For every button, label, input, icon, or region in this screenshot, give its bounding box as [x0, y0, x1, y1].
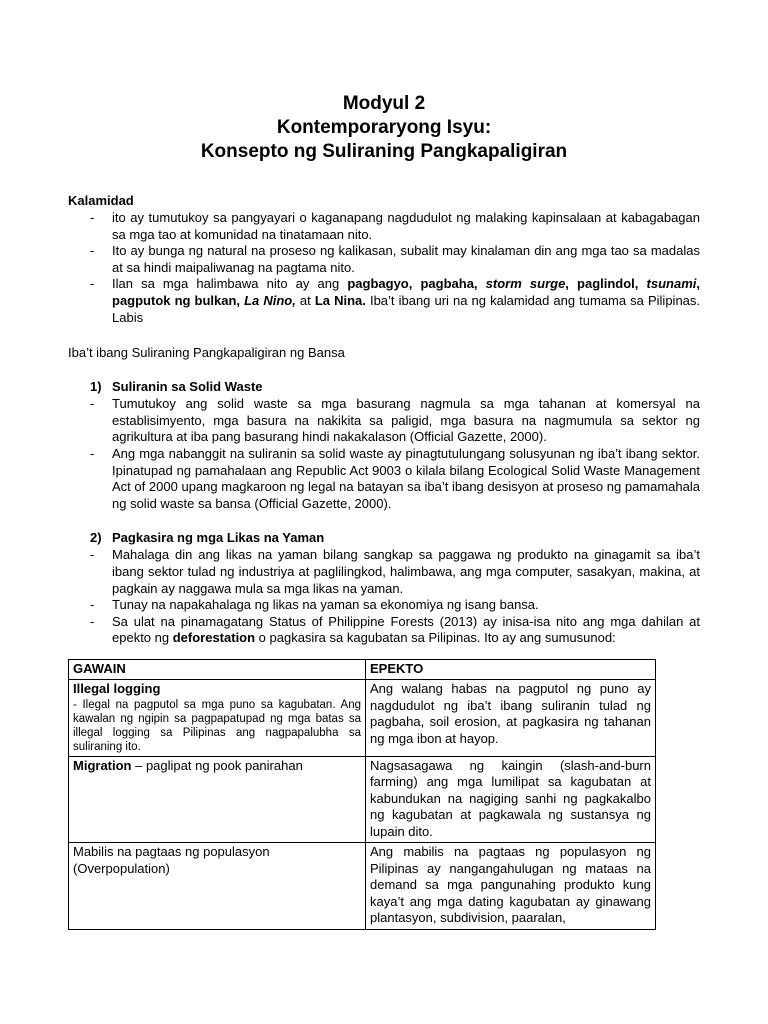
gawain-title: Illegal logging	[73, 681, 161, 697]
module-title	[68, 92, 700, 164]
kalamidad-bullet-2: - Ito ay bunga ng natural na proseso ng kalikasan, subalit may kinalaman din ang mga tao sa madalas at sa hindi maipaliwanag na pagtama nito.	[112, 243, 700, 276]
section-1-list	[68, 396, 700, 512]
section-2-number: 2)	[90, 530, 102, 546]
gawain-description: - Ilegal na pagputol sa mga puno sa kagubatan. Ang kawalan ng ngipin sa pagpapatupad ng mga batas sa illegal logging sa Pilipinas ang nagpapalubha sa suliraning ito.	[73, 698, 361, 753]
title-line-2: Kontemporaryong Isyu:	[276, 117, 492, 138]
kalamidad-bullet-3	[112, 276, 700, 326]
gawain-cell	[69, 756, 366, 843]
deforestation-table	[68, 659, 656, 930]
section-1-title: Suliranin sa Solid Waste	[112, 379, 263, 395]
section-2-bullet-2: - Tunay na napakahalaga ng likas na yaman sa ekonomiya ng isang bansa.	[112, 597, 700, 614]
epekto-cell: Ang walang habas na pagputol ng puno ay nagdudulot ng iba’t ibang suliranin tulad ng pagbaha, soil erosion, at pagkasira ng tahanan ng mga ibon at hayop.	[366, 680, 656, 757]
text-run: Sa ulat na pinamagatang Status of Philippine Forests (2013) ay inisa-isa nito ang mga dahilan at epekto ng	[112, 613, 700, 646]
gawain-cell: Mabilis na pagtaas ng populasyon (Overpopulation)	[69, 843, 366, 930]
kalamidad-bullet-1: - ito ay tumutukoy sa pangyayari o kaganapang nagdudulot ng malaking kapinsalaan at kabagabagan sa mga tao at komunidad na tinatamaan nito.	[112, 210, 700, 243]
section-2-title: Pagkasira ng mga Likas na Yaman	[112, 530, 325, 546]
bold-run: , pagputok ng bulkan,	[112, 276, 700, 308]
bold-run: , paglindol,	[565, 276, 647, 292]
section-2-list	[68, 547, 700, 647]
epekto-cell: Nagsasagawa ng kaingin (slash-and-burn farming) ang mga lumilipat sa kagubatan at kabundukan na nagiging sanhi ng pagkakalbo ng kagubatan at pagkawala ng sustansya ng lupain dito.	[366, 756, 656, 843]
title-line-1: Modyul 2	[342, 93, 426, 114]
table-row	[69, 680, 656, 757]
header-gawain: GAWAIN	[69, 659, 366, 680]
section-1-number: 1)	[90, 379, 102, 395]
gawain-title: Migration	[73, 757, 132, 773]
bold-italic-run: storm surge	[485, 276, 566, 292]
text-run: Ilan sa mga halimbawa nito ay ang	[112, 276, 348, 292]
text-run: at	[295, 292, 315, 308]
section-2-bullet-3	[112, 614, 700, 647]
gawain-description: – paglipat ng pook panirahan	[131, 757, 303, 773]
bold-run: La Nina.	[314, 292, 366, 308]
table-row	[69, 756, 656, 843]
bold-run: pagbagyo, pagbaha,	[347, 276, 486, 292]
table-row	[69, 843, 656, 930]
section-1-bullet-2: - Ang mga nabanggit na suliranin sa solid waste ay pinagtutulungang solusyunan ng iba’t ibang sektor. Ipinatupad ng pamahalaan ang Republic Act 9003 o kilala bilang Ecological Solid Waste Management Act of 2000 upang magkaroon ng legal na batayan sa iba’t ibang desisyon at proseso ng pamamahala ng solid waste sa bansa (Official Gazette, 2000).	[112, 446, 700, 512]
bold-italic-run: tsunami	[646, 276, 697, 292]
kalamidad-list	[68, 210, 700, 326]
title-line-3: Konsepto ng Suliraning Pangkapaligiran	[200, 141, 568, 162]
kalamidad-heading: Kalamidad	[68, 193, 134, 208]
section-1-heading	[68, 378, 700, 395]
section-1-bullet-1: - Tumutukoy ang solid waste sa mga basurang nagmula sa mga tahanan at komersyal na establisimyento, mga basura na nakikita sa paligid, mga basura na nagmumula sa sektor ng agrikultura at iba pang basurang hindi nakakalason (Official Gazette, 2000).	[112, 396, 700, 446]
section-2-bullet-1: - Mahalaga din ang likas na yaman bilang sangkap sa paggawa ng produkto na ginagamit sa iba’t ibang sektor tulad ng industriya at paglilingkod, halimbawa, ang mga computer, sasakyan, makina, at pagkain ay naggawa mula sa mga likas na yaman.	[112, 547, 700, 597]
header-epekto: EPEKTO	[366, 659, 656, 680]
section-2-heading	[68, 529, 700, 546]
table-header-row	[69, 659, 656, 680]
text-run: o pagkasira sa kagubatan sa Pilipinas. Ito ay ang sumusunod:	[255, 630, 616, 646]
epekto-cell: Ang mabilis na pagtaas ng populasyon ng Pilipinas ay nangangahulugan ng mataas na demand sa mga pangunahing produkto kung kaya’t ang mga dating kagubatan ay ginawang plantasyon, subdivision, paaralan,	[366, 843, 656, 930]
issues-intro: Iba’t ibang Suliraning Pangkapaligiran ng Bansa	[68, 345, 345, 361]
bold-italic-run: La Nino,	[244, 292, 296, 308]
bold-run: deforestation	[172, 630, 256, 646]
text-run: Iba’t ibang uri na ng kalamidad ang tumama sa Pilipinas. Labis	[112, 292, 701, 325]
gawain-cell	[69, 680, 366, 757]
